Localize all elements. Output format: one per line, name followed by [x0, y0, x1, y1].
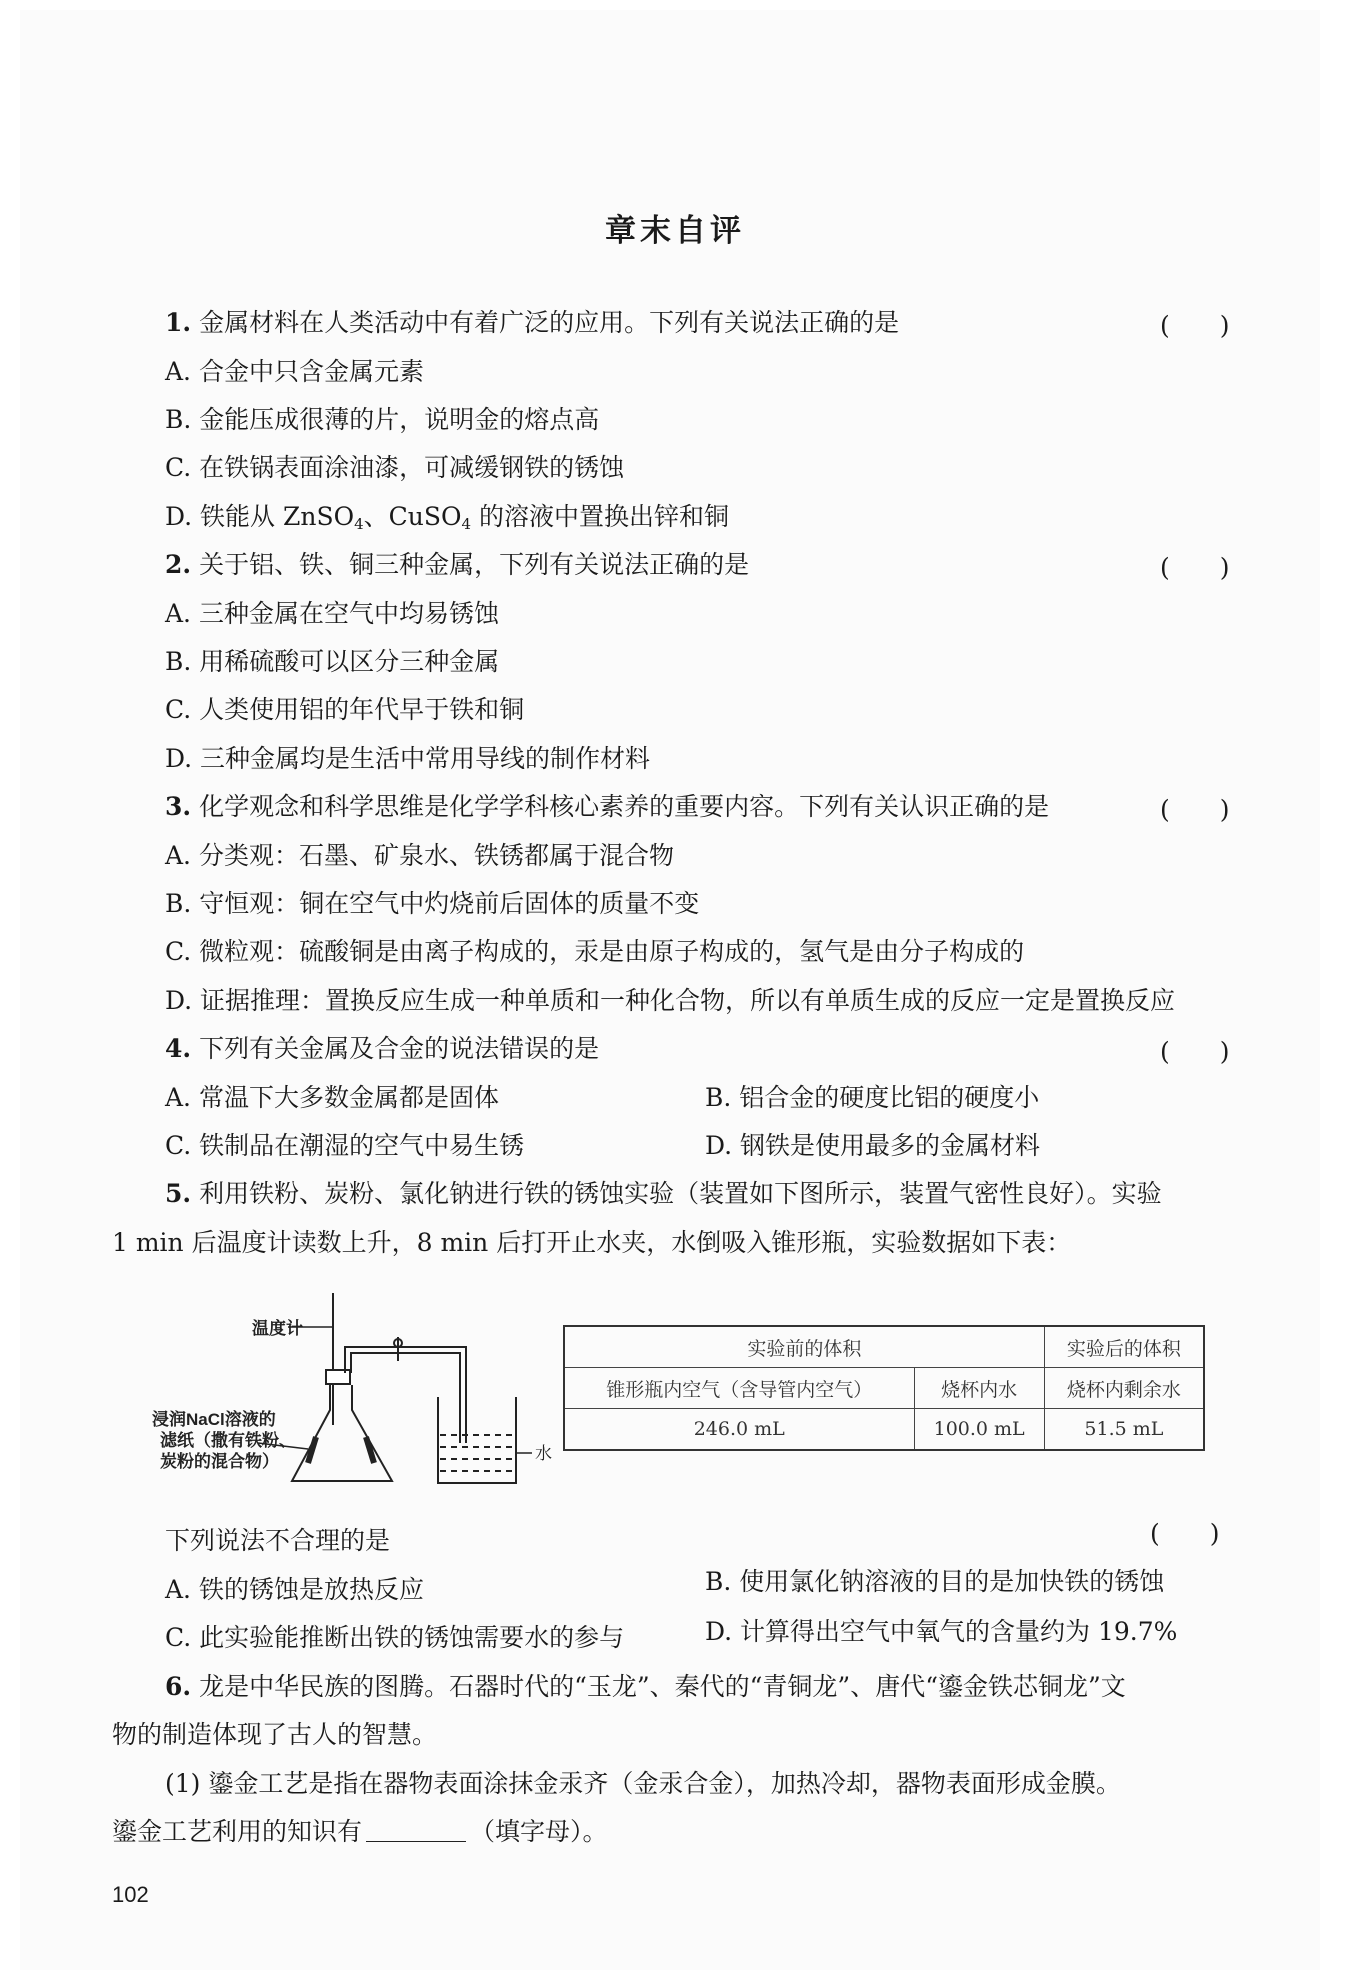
- q5-stem-line2: 1 min 后温度计读数上升，8 min 后打开止水夹，水倒吸入锥形瓶，实验数据如下表：: [112, 1228, 1072, 1257]
- q1-option-a[interactable]: A. 合金中只含金属元素: [165, 357, 424, 386]
- q3-option-c[interactable]: C. 微粒观：硫酸铜是由离子构成的，汞是由原子构成的，氢气是由分子构成的: [165, 937, 1025, 966]
- q1-d-subscript-2: 4: [461, 515, 472, 533]
- q2-option-a[interactable]: A. 三种金属在空气中均易锈蚀: [165, 599, 499, 628]
- q3-answer-paren[interactable]: ( ): [1160, 795, 1230, 824]
- q3-option-d[interactable]: D. 证据推理：置换反应生成一种单质和一种化合物，所以有单质生成的反应一定是置换反应: [165, 986, 1176, 1015]
- q3-stem: [165, 790, 1049, 824]
- q6-stem-line1: [165, 1670, 1126, 1704]
- table-col-remaining-water: 烧杯内剩余水: [1044, 1368, 1204, 1409]
- conical-flask-icon: [292, 1385, 392, 1481]
- q4-answer-paren[interactable]: ( ): [1160, 1037, 1230, 1066]
- q5-ask: 下列说法不合理的是: [165, 1526, 391, 1555]
- table-val-flask-air: 246.0 mL: [564, 1409, 914, 1451]
- filter-paper-label-2: 滤纸（撒有铁粉、: [160, 1431, 296, 1450]
- q4-option-a[interactable]: A. 常温下大多数金属都是固体: [165, 1083, 499, 1112]
- thermometer-label: 温度计: [252, 1319, 303, 1338]
- q1-d-text-2: 、CuSO: [363, 502, 462, 531]
- table-val-remaining-water: 51.5 mL: [1044, 1409, 1204, 1451]
- q1-option-b[interactable]: B. 金能压成很薄的片，说明金的熔点高: [165, 405, 600, 434]
- q6-part1-text: 鎏金工艺利用的知识有: [112, 1817, 363, 1846]
- table-col-beaker-water: 烧杯内水: [914, 1368, 1044, 1409]
- page-title: 章末自评: [605, 213, 745, 249]
- q5-option-c[interactable]: C. 此实验能推断出铁的锈蚀需要水的参与: [165, 1623, 625, 1652]
- q5-option-a[interactable]: A. 铁的锈蚀是放热反应: [165, 1575, 424, 1604]
- q6-number: 6.: [165, 1672, 192, 1701]
- q4-option-d[interactable]: D. 钢铁是使用最多的金属材料: [705, 1131, 1041, 1160]
- q3-number: 3.: [165, 792, 192, 821]
- q1-option-d[interactable]: [165, 500, 729, 541]
- table-header-after: 实验后的体积: [1044, 1326, 1204, 1368]
- q5-stem-text-1: 利用铁粉、炭粉、氯化钠进行铁的锈蚀实验（装置如下图所示，装置气密性良好）。实验: [199, 1179, 1162, 1208]
- q2-option-c[interactable]: C. 人类使用铝的年代早于铁和铜: [165, 695, 525, 724]
- q6-stem-line2: 物的制造体现了古人的智慧。: [112, 1720, 438, 1749]
- table-header-before: 实验前的体积: [564, 1326, 1044, 1368]
- table-col-flask-air: 锥形瓶内空气（含导管内空气）: [564, 1368, 914, 1409]
- water-label: 水: [535, 1444, 552, 1463]
- table-val-beaker-water: 100.0 mL: [914, 1409, 1044, 1451]
- q6-part1-line1: (1) 鎏金工艺是指在器物表面涂抹金汞齐（金汞合金），加热冷却，器物表面形成金膜。: [165, 1769, 1121, 1798]
- q2-stem-text: 关于铝、铁、铜三种金属，下列有关说法正确的是: [199, 550, 750, 579]
- q6-stem-text-1: 龙是中华民族的图腾。石器时代的“玉龙”、秦代的“青铜龙”、唐代“鎏金铁芯铜龙”文: [199, 1672, 1126, 1701]
- q2-number: 2.: [165, 550, 192, 579]
- q4-stem-text: 下列有关金属及合金的说法错误的是: [199, 1034, 600, 1063]
- q1-d-subscript-1: 4: [354, 515, 364, 533]
- q1-stem: [165, 306, 899, 340]
- q5-option-b[interactable]: B. 使用氯化钠溶液的目的是加快铁的锈蚀: [705, 1567, 1165, 1596]
- q3-option-a[interactable]: A. 分类观：石墨、矿泉水、铁锈都属于混合物: [165, 841, 674, 870]
- filter-paper-label-3: 炭粉的混合物）: [160, 1452, 279, 1471]
- q1-number: 1.: [165, 308, 192, 337]
- q4-number: 4.: [165, 1034, 192, 1063]
- q4-option-b[interactable]: B. 铝合金的硬度比铝的硬度小: [705, 1083, 1040, 1112]
- q6-answer-blank[interactable]: [366, 1819, 466, 1842]
- q1-d-text-3: 的溶液中置换出锌和铜: [471, 502, 729, 531]
- q6-part1-suffix: （填字母）。: [470, 1817, 608, 1846]
- q1-answer-paren[interactable]: ( ): [1160, 311, 1230, 340]
- experiment-data-table: [563, 1325, 1205, 1451]
- q3-stem-text: 化学观念和科学思维是化学学科核心素养的重要内容。下列有关认识正确的是: [199, 792, 1050, 821]
- page-number: 102: [112, 1882, 149, 1907]
- filter-paper-label-1: 浸润NaCl溶液的: [152, 1410, 276, 1429]
- q6-part1-line2: [112, 1815, 608, 1849]
- q1-stem-text: 金属材料在人类活动中有着广泛的应用。下列有关说法正确的是: [199, 308, 900, 337]
- q2-option-d[interactable]: D. 三种金属均是生活中常用导线的制作材料: [165, 744, 651, 773]
- q1-option-c[interactable]: C. 在铁锅表面涂油漆，可减缓钢铁的锈蚀: [165, 453, 625, 482]
- q5-option-d[interactable]: D. 计算得出空气中氧气的含量约为 19.7%: [705, 1617, 1178, 1646]
- q1-d-text-1: D. 铁能从 ZnSO: [165, 502, 355, 531]
- q2-stem: [165, 548, 749, 582]
- q5-answer-paren[interactable]: ( ): [1150, 1519, 1220, 1548]
- q3-option-b[interactable]: B. 守恒观：铜在空气中灼烧前后固体的质量不变: [165, 889, 700, 918]
- q2-answer-paren[interactable]: ( ): [1160, 553, 1230, 582]
- q4-stem: [165, 1032, 599, 1066]
- apparatus-diagram: [140, 1285, 560, 1505]
- q2-option-b[interactable]: B. 用稀硫酸可以区分三种金属: [165, 647, 500, 676]
- q5-number: 5.: [165, 1179, 192, 1208]
- stopper-icon: [326, 1370, 350, 1384]
- q5-stem-line1: [165, 1177, 1162, 1211]
- q4-option-c[interactable]: C. 铁制品在潮湿的空气中易生锈: [165, 1131, 525, 1160]
